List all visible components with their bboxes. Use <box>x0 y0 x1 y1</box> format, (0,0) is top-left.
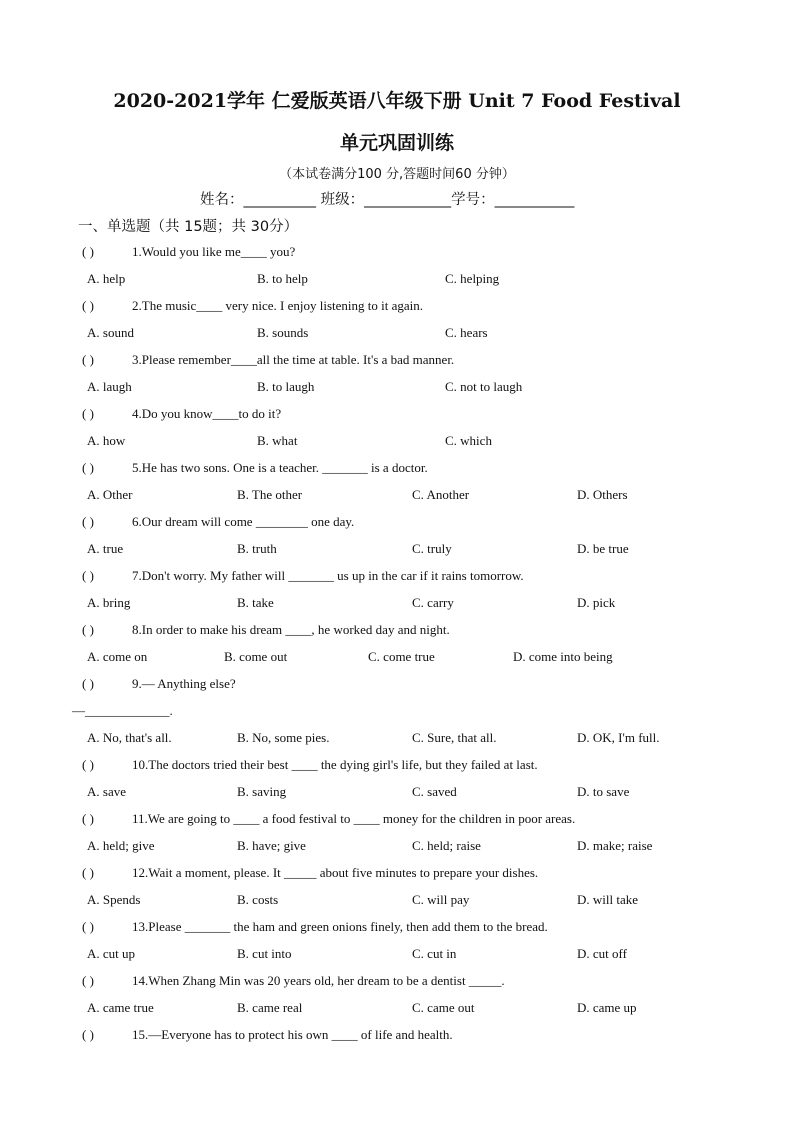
option-c[interactable]: C. came out <box>412 1000 475 1015</box>
question-stem <box>82 1027 453 1043</box>
option-a[interactable]: A. came true <box>87 1000 154 1015</box>
question-text: 9.— Anything else? <box>132 676 236 691</box>
question-text: 11.We are going to ____ a food festival to ____ money for the children in poor areas. <box>132 811 576 826</box>
answer-line: —_____________. <box>72 703 173 718</box>
question-stem <box>82 406 281 422</box>
option-b[interactable]: B. to laugh <box>257 379 315 394</box>
option-a[interactable]: A. Other <box>87 487 133 502</box>
option-d[interactable]: D. to save <box>577 784 630 799</box>
option-b[interactable]: B. cut into <box>237 946 292 961</box>
option-d[interactable]: D. came up <box>577 1000 637 1015</box>
options-row <box>87 487 687 505</box>
option-a[interactable]: A. cut up <box>87 946 136 961</box>
question-stem <box>82 757 538 773</box>
question-stem <box>82 622 450 638</box>
option-d[interactable]: D. be true <box>577 541 629 556</box>
student-info-line: 姓名：__________ 班级：____________学号：___________ <box>200 192 575 208</box>
question-text: 13.Please _______ the ham and green onions finely, then add them to the bread. <box>132 919 548 934</box>
answer-bracket[interactable]: ( ) <box>82 298 94 313</box>
question-stem <box>82 865 538 881</box>
option-d[interactable]: D. pick <box>577 595 616 610</box>
option-c[interactable]: C. helping <box>445 271 500 286</box>
answer-bracket[interactable]: ( ) <box>82 406 94 421</box>
option-d[interactable]: D. will take <box>577 892 639 907</box>
option-b[interactable]: B. take <box>237 595 274 610</box>
answer-bracket[interactable]: ( ) <box>82 514 94 529</box>
option-b[interactable]: B. came real <box>237 1000 303 1015</box>
option-d[interactable]: D. OK, I'm full. <box>577 730 660 745</box>
option-c[interactable]: C. Another <box>412 487 470 502</box>
options-row <box>87 541 687 559</box>
question-stem <box>82 919 548 935</box>
options-row <box>87 892 687 910</box>
question-text: 4.Do you know____to do it? <box>132 406 282 421</box>
option-c[interactable]: C. will pay <box>412 892 470 907</box>
option-a[interactable]: A. bring <box>87 595 131 610</box>
option-b[interactable]: B. The other <box>237 487 303 502</box>
question-stem <box>82 676 236 692</box>
option-a[interactable]: A. help <box>87 271 126 286</box>
exam-title: 2020-2021学年 仁爱版英语八年级下册 Unit 7 Food Festival <box>113 90 681 112</box>
options-row <box>87 784 687 802</box>
option-a[interactable]: A. how <box>87 433 126 448</box>
question-text: 10.The doctors tried their best ____ the dying girl's life, but they failed at last. <box>132 757 538 772</box>
options-row <box>87 1000 687 1018</box>
option-b[interactable]: B. saving <box>237 784 287 799</box>
question-text: 7.Don't worry. My father will _______ us up in the car if it rains tomorrow. <box>132 568 524 583</box>
answer-bracket[interactable]: ( ) <box>82 244 94 259</box>
option-c[interactable]: C. which <box>445 433 492 448</box>
option-a[interactable]: A. sound <box>87 325 134 340</box>
option-c[interactable]: C. held; raise <box>412 838 481 853</box>
question-text: 6.Our dream will come ________ one day. <box>132 514 355 529</box>
option-a[interactable]: A. held; give <box>87 838 155 853</box>
question-text: 8.In order to make his dream ____, he worked day and night. <box>132 622 450 637</box>
question-text: 2.The music____ very nice. I enjoy listening to it again. <box>132 298 423 313</box>
option-c[interactable]: C. not to laugh <box>445 379 523 394</box>
option-c[interactable]: C. hears <box>445 325 488 340</box>
option-a[interactable]: A. Spends <box>87 892 141 907</box>
answer-bracket[interactable]: ( ) <box>82 757 94 772</box>
option-c[interactable]: C. cut in <box>412 946 457 961</box>
options-row <box>87 946 687 964</box>
answer-bracket[interactable]: ( ) <box>82 973 94 988</box>
answer-bracket[interactable]: ( ) <box>82 1027 94 1042</box>
question-text: 14.When Zhang Min was 20 years old, her dream to be a dentist _____. <box>132 973 505 988</box>
option-c[interactable]: C. truly <box>412 541 452 556</box>
answer-bracket[interactable]: ( ) <box>82 676 94 691</box>
options-row <box>87 595 687 613</box>
exam-subtitle: 单元巩固训练 <box>339 132 454 154</box>
option-c[interactable]: C. carry <box>412 595 454 610</box>
question-text: 1.Would you like me____ you? <box>132 244 296 259</box>
section-title: 一、单选题（共 15题；共 30分） <box>78 219 299 235</box>
option-a[interactable]: A. come on <box>87 649 148 664</box>
answer-bracket[interactable]: ( ) <box>82 568 94 583</box>
question-text: 3.Please remember____all the time at table. It's a bad manner. <box>132 352 455 367</box>
question-stem <box>82 568 524 584</box>
option-d[interactable]: D. Others <box>577 487 628 502</box>
option-b[interactable]: B. have; give <box>237 838 306 853</box>
option-b[interactable]: B. what <box>257 433 298 448</box>
answer-bracket[interactable]: ( ) <box>82 919 94 934</box>
option-a[interactable]: A. true <box>87 541 124 556</box>
question-stem <box>82 811 575 827</box>
question-stem <box>82 298 423 314</box>
option-b[interactable]: B. come out <box>224 649 288 664</box>
option-c[interactable]: C. come true <box>368 649 435 664</box>
options-row <box>87 838 687 856</box>
options-row <box>87 379 687 397</box>
option-d[interactable]: D. make; raise <box>577 838 653 853</box>
options-row <box>87 271 687 289</box>
exam-note: （本试卷满分100 分,答题时间60 分钟） <box>279 167 515 182</box>
option-a[interactable]: A. save <box>87 784 126 799</box>
answer-bracket[interactable]: ( ) <box>82 811 94 826</box>
option-b[interactable]: B. No, some pies. <box>237 730 330 745</box>
question-text: 5.He has two sons. One is a teacher. _______ is a doctor. <box>132 460 428 475</box>
option-c[interactable]: C. saved <box>412 784 457 799</box>
question-stem <box>82 514 354 530</box>
answer-bracket[interactable]: ( ) <box>82 622 94 637</box>
option-a[interactable]: A. laugh <box>87 379 132 394</box>
question-stem <box>82 973 505 989</box>
option-d[interactable]: D. cut off <box>577 946 627 961</box>
options-row <box>87 325 687 343</box>
answer-bracket[interactable]: ( ) <box>82 352 94 367</box>
option-a[interactable]: A. No, that's all. <box>87 730 172 745</box>
option-b[interactable]: B. to help <box>257 271 308 286</box>
options-row <box>87 730 687 748</box>
option-b[interactable]: B. truth <box>237 541 277 556</box>
question-text: 12.Wait a moment, please. It _____ about five minutes to prepare your dishes. <box>132 865 539 880</box>
option-b[interactable]: B. costs <box>237 892 279 907</box>
option-d[interactable]: D. come into being <box>513 649 613 664</box>
question-stem <box>82 244 295 260</box>
answer-bracket[interactable]: ( ) <box>82 865 94 880</box>
options-row <box>87 433 687 451</box>
question-stem <box>82 460 428 476</box>
options-row <box>87 649 687 667</box>
option-c[interactable]: C. Sure, that all. <box>412 730 497 745</box>
answer-bracket[interactable]: ( ) <box>82 460 94 475</box>
option-b[interactable]: B. sounds <box>257 325 309 340</box>
question-text: 15.—Everyone has to protect his own ____ of life and health. <box>132 1027 453 1042</box>
question-stem <box>82 352 454 368</box>
